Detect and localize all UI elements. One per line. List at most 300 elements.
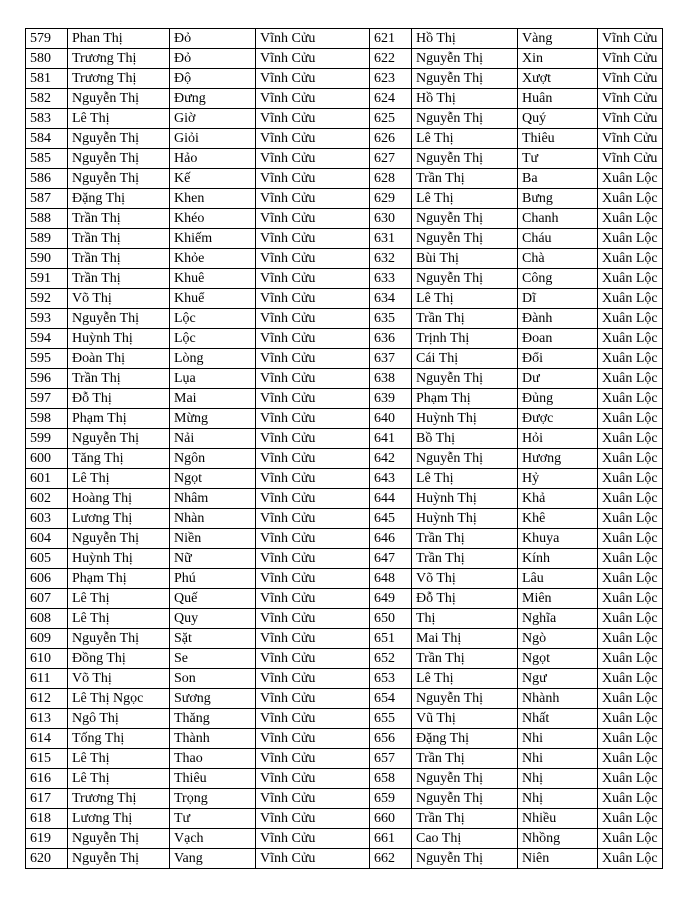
right-family-name-cell: Lê Thị — [412, 189, 518, 209]
right-hometown-cell: Xuân Lộc — [598, 729, 663, 749]
left-row-number-cell: 608 — [26, 609, 68, 629]
table-row — [26, 549, 663, 569]
right-hometown-cell: Xuân Lộc — [598, 569, 663, 589]
left-hometown-cell: Vĩnh Cửu — [256, 829, 370, 849]
left-hometown-cell: Vĩnh Cửu — [256, 29, 370, 49]
left-hometown-cell: Vĩnh Cửu — [256, 229, 370, 249]
left-row-number-cell: 597 — [26, 389, 68, 409]
right-hometown-cell: Xuân Lộc — [598, 829, 663, 849]
left-hometown-cell: Vĩnh Cửu — [256, 589, 370, 609]
left-hometown-cell: Vĩnh Cửu — [256, 109, 370, 129]
left-family-name-cell: Tăng Thị — [68, 449, 170, 469]
left-given-name-cell: Khỏe — [170, 249, 256, 269]
left-row-number-cell: 603 — [26, 509, 68, 529]
left-hometown-cell: Vĩnh Cửu — [256, 689, 370, 709]
right-row-number-cell: 625 — [370, 109, 412, 129]
left-given-name-cell: Phú — [170, 569, 256, 589]
left-given-name-cell: Đỏ — [170, 29, 256, 49]
right-given-name-cell: Ngò — [518, 629, 598, 649]
left-hometown-cell: Vĩnh Cửu — [256, 269, 370, 289]
right-row-number-cell: 651 — [370, 629, 412, 649]
right-given-name-cell: Khuya — [518, 529, 598, 549]
right-given-name-cell: Nhi — [518, 729, 598, 749]
left-given-name-cell: Quy — [170, 609, 256, 629]
right-family-name-cell: Nguyễn Thị — [412, 369, 518, 389]
right-family-name-cell: Nguyễn Thị — [412, 849, 518, 869]
left-given-name-cell: Độ — [170, 69, 256, 89]
left-family-name-cell: Lê Thị — [68, 609, 170, 629]
left-row-number-cell: 593 — [26, 309, 68, 329]
right-row-number-cell: 627 — [370, 149, 412, 169]
right-hometown-cell: Xuân Lộc — [598, 689, 663, 709]
left-given-name-cell: Mai — [170, 389, 256, 409]
right-given-name-cell: Chanh — [518, 209, 598, 229]
left-row-number-cell: 605 — [26, 549, 68, 569]
right-row-number-cell: 629 — [370, 189, 412, 209]
right-hometown-cell: Vĩnh Cửu — [598, 69, 663, 89]
right-given-name-cell: Nhiều — [518, 809, 598, 829]
table-row — [26, 829, 663, 849]
left-row-number-cell: 619 — [26, 829, 68, 849]
left-hometown-cell: Vĩnh Cửu — [256, 769, 370, 789]
right-given-name-cell: Lâu — [518, 569, 598, 589]
table-row — [26, 589, 663, 609]
right-given-name-cell: Quý — [518, 109, 598, 129]
left-given-name-cell: Kế — [170, 169, 256, 189]
left-row-number-cell: 602 — [26, 489, 68, 509]
right-given-name-cell: Khả — [518, 489, 598, 509]
left-family-name-cell: Đồng Thị — [68, 649, 170, 669]
left-row-number-cell: 589 — [26, 229, 68, 249]
right-given-name-cell: Xượt — [518, 69, 598, 89]
left-family-name-cell: Nguyễn Thị — [68, 309, 170, 329]
left-family-name-cell: Phạm Thị — [68, 569, 170, 589]
left-family-name-cell: Võ Thị — [68, 669, 170, 689]
left-given-name-cell: Lòng — [170, 349, 256, 369]
left-hometown-cell: Vĩnh Cửu — [256, 489, 370, 509]
table-row — [26, 509, 663, 529]
left-row-number-cell: 581 — [26, 69, 68, 89]
right-row-number-cell: 633 — [370, 269, 412, 289]
right-given-name-cell: Hương — [518, 449, 598, 469]
right-given-name-cell: Kính — [518, 549, 598, 569]
right-hometown-cell: Xuân Lộc — [598, 769, 663, 789]
left-given-name-cell: Giỏi — [170, 129, 256, 149]
left-row-number-cell: 615 — [26, 749, 68, 769]
right-row-number-cell: 652 — [370, 649, 412, 669]
left-hometown-cell: Vĩnh Cửu — [256, 49, 370, 69]
left-family-name-cell: Lê Thị — [68, 469, 170, 489]
right-family-name-cell: Trần Thị — [412, 529, 518, 549]
left-given-name-cell: Khuể — [170, 289, 256, 309]
left-family-name-cell: Nguyễn Thị — [68, 529, 170, 549]
right-given-name-cell: Được — [518, 409, 598, 429]
table-row — [26, 269, 663, 289]
right-given-name-cell: Cháu — [518, 229, 598, 249]
right-family-name-cell: Trần Thị — [412, 169, 518, 189]
right-given-name-cell: Đổi — [518, 349, 598, 369]
right-row-number-cell: 624 — [370, 89, 412, 109]
right-row-number-cell: 643 — [370, 469, 412, 489]
left-family-name-cell: Trương Thị — [68, 49, 170, 69]
left-hometown-cell: Vĩnh Cửu — [256, 609, 370, 629]
right-hometown-cell: Xuân Lộc — [598, 669, 663, 689]
left-given-name-cell: Khen — [170, 189, 256, 209]
right-hometown-cell: Xuân Lộc — [598, 429, 663, 449]
left-row-number-cell: 611 — [26, 669, 68, 689]
left-family-name-cell: Lê Thị — [68, 769, 170, 789]
table-row — [26, 189, 663, 209]
right-family-name-cell: Lê Thị — [412, 669, 518, 689]
right-row-number-cell: 635 — [370, 309, 412, 329]
table-row — [26, 849, 663, 869]
table-row — [26, 669, 663, 689]
right-family-name-cell: Trịnh Thị — [412, 329, 518, 349]
left-hometown-cell: Vĩnh Cửu — [256, 309, 370, 329]
left-row-number-cell: 609 — [26, 629, 68, 649]
left-hometown-cell: Vĩnh Cửu — [256, 429, 370, 449]
left-hometown-cell: Vĩnh Cửu — [256, 169, 370, 189]
left-hometown-cell: Vĩnh Cửu — [256, 809, 370, 829]
left-given-name-cell: Nải — [170, 429, 256, 449]
right-given-name-cell: Ba — [518, 169, 598, 189]
right-hometown-cell: Xuân Lộc — [598, 229, 663, 249]
right-given-name-cell: Hỏi — [518, 429, 598, 449]
left-given-name-cell: Sặt — [170, 629, 256, 649]
left-given-name-cell: Đưng — [170, 89, 256, 109]
left-hometown-cell: Vĩnh Cửu — [256, 709, 370, 729]
right-hometown-cell: Vĩnh Cửu — [598, 29, 663, 49]
left-row-number-cell: 606 — [26, 569, 68, 589]
right-given-name-cell: Tư — [518, 149, 598, 169]
left-family-name-cell: Huỳnh Thị — [68, 549, 170, 569]
right-hometown-cell: Xuân Lộc — [598, 809, 663, 829]
left-given-name-cell: Hảo — [170, 149, 256, 169]
left-family-name-cell: Trần Thị — [68, 369, 170, 389]
left-family-name-cell: Trần Thị — [68, 209, 170, 229]
left-given-name-cell: Vạch — [170, 829, 256, 849]
left-given-name-cell: Thăng — [170, 709, 256, 729]
right-row-number-cell: 658 — [370, 769, 412, 789]
left-row-number-cell: 613 — [26, 709, 68, 729]
right-hometown-cell: Vĩnh Cửu — [598, 149, 663, 169]
left-family-name-cell: Nguyễn Thị — [68, 429, 170, 449]
right-family-name-cell: Đỗ Thị — [412, 589, 518, 609]
left-given-name-cell: Quế — [170, 589, 256, 609]
right-given-name-cell: Ngư — [518, 669, 598, 689]
left-hometown-cell: Vĩnh Cửu — [256, 549, 370, 569]
left-family-name-cell: Nguyễn Thị — [68, 849, 170, 869]
right-given-name-cell: Nhất — [518, 709, 598, 729]
right-row-number-cell: 634 — [370, 289, 412, 309]
right-hometown-cell: Xuân Lộc — [598, 249, 663, 269]
right-hometown-cell: Xuân Lộc — [598, 489, 663, 509]
right-hometown-cell: Xuân Lộc — [598, 749, 663, 769]
table-row — [26, 209, 663, 229]
right-hometown-cell: Vĩnh Cửu — [598, 109, 663, 129]
left-family-name-cell: Lê Thị — [68, 749, 170, 769]
left-family-name-cell: Ngô Thị — [68, 709, 170, 729]
table-row — [26, 109, 663, 129]
right-row-number-cell: 621 — [370, 29, 412, 49]
right-hometown-cell: Xuân Lộc — [598, 349, 663, 369]
left-family-name-cell: Lương Thị — [68, 509, 170, 529]
left-hometown-cell: Vĩnh Cửu — [256, 209, 370, 229]
left-hometown-cell: Vĩnh Cửu — [256, 629, 370, 649]
left-hometown-cell: Vĩnh Cửu — [256, 189, 370, 209]
right-hometown-cell: Xuân Lộc — [598, 169, 663, 189]
left-family-name-cell: Nguyễn Thị — [68, 89, 170, 109]
left-given-name-cell: Khéo — [170, 209, 256, 229]
right-hometown-cell: Xuân Lộc — [598, 649, 663, 669]
right-family-name-cell: Lê Thị — [412, 129, 518, 149]
right-hometown-cell: Vĩnh Cửu — [598, 49, 663, 69]
right-row-number-cell: 642 — [370, 449, 412, 469]
right-given-name-cell: Khê — [518, 509, 598, 529]
right-family-name-cell: Vũ Thị — [412, 709, 518, 729]
left-given-name-cell: Khiếm — [170, 229, 256, 249]
right-hometown-cell: Xuân Lộc — [598, 589, 663, 609]
left-hometown-cell: Vĩnh Cửu — [256, 509, 370, 529]
left-row-number-cell: 596 — [26, 369, 68, 389]
right-family-name-cell: Lê Thị — [412, 469, 518, 489]
right-row-number-cell: 647 — [370, 549, 412, 569]
right-family-name-cell: Nguyễn Thị — [412, 789, 518, 809]
left-given-name-cell: Thành — [170, 729, 256, 749]
left-hometown-cell: Vĩnh Cửu — [256, 469, 370, 489]
left-given-name-cell: Nhàn — [170, 509, 256, 529]
right-row-number-cell: 622 — [370, 49, 412, 69]
right-row-number-cell: 646 — [370, 529, 412, 549]
right-family-name-cell: Huỳnh Thị — [412, 489, 518, 509]
left-given-name-cell: Ngọt — [170, 469, 256, 489]
left-row-number-cell: 620 — [26, 849, 68, 869]
right-row-number-cell: 662 — [370, 849, 412, 869]
left-family-name-cell: Phạm Thị — [68, 409, 170, 429]
left-given-name-cell: Lộc — [170, 329, 256, 349]
left-row-number-cell: 579 — [26, 29, 68, 49]
right-row-number-cell: 649 — [370, 589, 412, 609]
left-family-name-cell: Huỳnh Thị — [68, 329, 170, 349]
left-family-name-cell: Đỗ Thị — [68, 389, 170, 409]
left-hometown-cell: Vĩnh Cửu — [256, 369, 370, 389]
table-row — [26, 689, 663, 709]
left-given-name-cell: Niền — [170, 529, 256, 549]
table-row — [26, 69, 663, 89]
left-given-name-cell: Ngôn — [170, 449, 256, 469]
right-row-number-cell: 639 — [370, 389, 412, 409]
right-row-number-cell: 661 — [370, 829, 412, 849]
right-row-number-cell: 626 — [370, 129, 412, 149]
right-family-name-cell: Nguyễn Thị — [412, 229, 518, 249]
right-given-name-cell: Dư — [518, 369, 598, 389]
left-hometown-cell: Vĩnh Cửu — [256, 89, 370, 109]
left-hometown-cell: Vĩnh Cửu — [256, 349, 370, 369]
left-hometown-cell: Vĩnh Cửu — [256, 529, 370, 549]
right-family-name-cell: Nguyễn Thị — [412, 449, 518, 469]
right-hometown-cell: Xuân Lộc — [598, 609, 663, 629]
table-row — [26, 729, 663, 749]
document-page — [25, 28, 663, 869]
right-family-name-cell: Nguyễn Thị — [412, 689, 518, 709]
right-given-name-cell: Hỷ — [518, 469, 598, 489]
table-row — [26, 789, 663, 809]
right-row-number-cell: 659 — [370, 789, 412, 809]
right-given-name-cell: Nhồng — [518, 829, 598, 849]
right-family-name-cell: Phạm Thị — [412, 389, 518, 409]
left-row-number-cell: 610 — [26, 649, 68, 669]
left-given-name-cell: Vang — [170, 849, 256, 869]
right-row-number-cell: 660 — [370, 809, 412, 829]
table-row — [26, 349, 663, 369]
right-hometown-cell: Xuân Lộc — [598, 289, 663, 309]
right-hometown-cell: Xuân Lộc — [598, 789, 663, 809]
right-hometown-cell: Vĩnh Cửu — [598, 129, 663, 149]
left-family-name-cell: Hoàng Thị — [68, 489, 170, 509]
table-row — [26, 649, 663, 669]
left-row-number-cell: 600 — [26, 449, 68, 469]
left-family-name-cell: Trần Thị — [68, 229, 170, 249]
right-row-number-cell: 656 — [370, 729, 412, 749]
left-family-name-cell: Lê Thị — [68, 109, 170, 129]
left-given-name-cell: Nữ — [170, 549, 256, 569]
right-given-name-cell: Niên — [518, 849, 598, 869]
table-row — [26, 469, 663, 489]
right-hometown-cell: Xuân Lộc — [598, 549, 663, 569]
right-hometown-cell: Xuân Lộc — [598, 849, 663, 869]
right-row-number-cell: 632 — [370, 249, 412, 269]
left-row-number-cell: 594 — [26, 329, 68, 349]
right-hometown-cell: Xuân Lộc — [598, 329, 663, 349]
left-family-name-cell: Đoàn Thị — [68, 349, 170, 369]
right-family-name-cell: Nguyễn Thị — [412, 209, 518, 229]
right-given-name-cell: Huân — [518, 89, 598, 109]
right-given-name-cell: Nhành — [518, 689, 598, 709]
left-row-number-cell: 587 — [26, 189, 68, 209]
right-family-name-cell: Nguyễn Thị — [412, 149, 518, 169]
right-hometown-cell: Xuân Lộc — [598, 509, 663, 529]
left-family-name-cell: Lê Thị Ngọc — [68, 689, 170, 709]
left-row-number-cell: 614 — [26, 729, 68, 749]
right-family-name-cell: Trần Thị — [412, 549, 518, 569]
right-row-number-cell: 648 — [370, 569, 412, 589]
left-family-name-cell: Trần Thị — [68, 269, 170, 289]
right-hometown-cell: Xuân Lộc — [598, 389, 663, 409]
table-row — [26, 229, 663, 249]
right-row-number-cell: 650 — [370, 609, 412, 629]
right-hometown-cell: Xuân Lộc — [598, 269, 663, 289]
table-body — [26, 29, 663, 869]
right-family-name-cell: Hồ Thị — [412, 29, 518, 49]
table-row — [26, 389, 663, 409]
table-row — [26, 289, 663, 309]
right-given-name-cell: Nhị — [518, 769, 598, 789]
table-row — [26, 329, 663, 349]
right-row-number-cell: 631 — [370, 229, 412, 249]
left-row-number-cell: 612 — [26, 689, 68, 709]
left-hometown-cell: Vĩnh Cửu — [256, 789, 370, 809]
left-given-name-cell: Lụa — [170, 369, 256, 389]
table-row — [26, 749, 663, 769]
left-given-name-cell: Son — [170, 669, 256, 689]
left-family-name-cell: Tống Thị — [68, 729, 170, 749]
left-family-name-cell: Trương Thị — [68, 789, 170, 809]
left-given-name-cell: Mừng — [170, 409, 256, 429]
left-hometown-cell: Vĩnh Cửu — [256, 69, 370, 89]
right-hometown-cell: Xuân Lộc — [598, 369, 663, 389]
right-row-number-cell: 644 — [370, 489, 412, 509]
right-hometown-cell: Xuân Lộc — [598, 409, 663, 429]
table-row — [26, 89, 663, 109]
right-family-name-cell: Thị — [412, 609, 518, 629]
left-family-name-cell: Phan Thị — [68, 29, 170, 49]
left-hometown-cell: Vĩnh Cửu — [256, 449, 370, 469]
left-given-name-cell: Thao — [170, 749, 256, 769]
right-family-name-cell: Nguyễn Thị — [412, 69, 518, 89]
right-given-name-cell: Công — [518, 269, 598, 289]
left-row-number-cell: 592 — [26, 289, 68, 309]
right-family-name-cell: Huỳnh Thị — [412, 409, 518, 429]
left-given-name-cell: Khuê — [170, 269, 256, 289]
left-row-number-cell: 582 — [26, 89, 68, 109]
left-given-name-cell: Se — [170, 649, 256, 669]
table-row — [26, 409, 663, 429]
right-family-name-cell: Nguyễn Thị — [412, 769, 518, 789]
left-row-number-cell: 601 — [26, 469, 68, 489]
right-family-name-cell: Cao Thị — [412, 829, 518, 849]
right-family-name-cell: Huỳnh Thị — [412, 509, 518, 529]
right-row-number-cell: 653 — [370, 669, 412, 689]
left-hometown-cell: Vĩnh Cửu — [256, 849, 370, 869]
table-row — [26, 809, 663, 829]
right-given-name-cell: Xin — [518, 49, 598, 69]
right-family-name-cell: Lê Thị — [412, 289, 518, 309]
left-hometown-cell: Vĩnh Cửu — [256, 409, 370, 429]
left-given-name-cell: Sương — [170, 689, 256, 709]
left-row-number-cell: 590 — [26, 249, 68, 269]
left-hometown-cell: Vĩnh Cửu — [256, 729, 370, 749]
right-given-name-cell: Nhị — [518, 789, 598, 809]
table-row — [26, 309, 663, 329]
right-row-number-cell: 640 — [370, 409, 412, 429]
left-family-name-cell: Đặng Thị — [68, 189, 170, 209]
right-family-name-cell: Trần Thị — [412, 749, 518, 769]
right-family-name-cell: Đặng Thị — [412, 729, 518, 749]
left-family-name-cell: Nguyễn Thị — [68, 169, 170, 189]
left-row-number-cell: 599 — [26, 429, 68, 449]
right-row-number-cell: 630 — [370, 209, 412, 229]
left-hometown-cell: Vĩnh Cửu — [256, 289, 370, 309]
left-family-name-cell: Nguyễn Thị — [68, 149, 170, 169]
right-row-number-cell: 645 — [370, 509, 412, 529]
right-given-name-cell: Chà — [518, 249, 598, 269]
left-family-name-cell: Võ Thị — [68, 289, 170, 309]
table-row — [26, 49, 663, 69]
table-row — [26, 569, 663, 589]
table-row — [26, 369, 663, 389]
left-hometown-cell: Vĩnh Cửu — [256, 149, 370, 169]
table-row — [26, 169, 663, 189]
left-row-number-cell: 585 — [26, 149, 68, 169]
left-row-number-cell: 598 — [26, 409, 68, 429]
right-row-number-cell: 637 — [370, 349, 412, 369]
left-row-number-cell: 595 — [26, 349, 68, 369]
name-list-table — [25, 28, 663, 869]
right-family-name-cell: Hồ Thị — [412, 89, 518, 109]
right-hometown-cell: Xuân Lộc — [598, 709, 663, 729]
left-family-name-cell: Nguyễn Thị — [68, 629, 170, 649]
right-given-name-cell: Vàng — [518, 29, 598, 49]
